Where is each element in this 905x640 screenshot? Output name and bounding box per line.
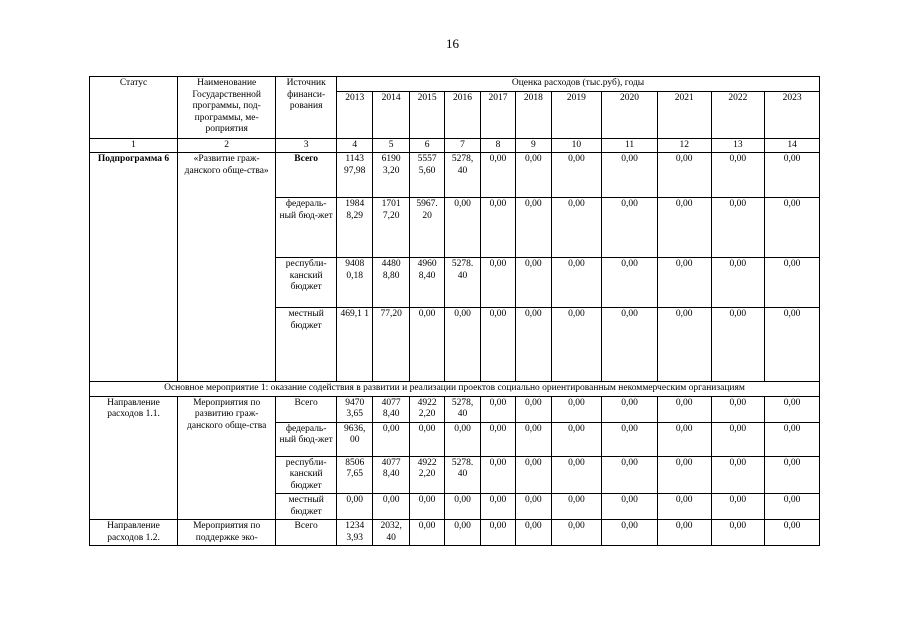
value-cell: 0,00 [480, 422, 515, 456]
column-index: 1 [90, 138, 178, 153]
value-cell: 1984 8,29 [337, 198, 373, 258]
value-cell: 0,00 [657, 308, 711, 382]
value-cell: 0,00 [516, 258, 551, 308]
header-status: Статус [90, 77, 178, 139]
year-2021: 2021 [657, 91, 711, 138]
funding-source: республи-канский бюджет [276, 258, 337, 308]
header-source: Источник финанси-рования [276, 77, 337, 139]
value-cell: 0,00 [602, 520, 658, 546]
value-cell: 0,00 [551, 258, 602, 308]
funding-source: Всего [276, 153, 337, 198]
value-cell: 4922 2,20 [409, 396, 444, 422]
value-cell: 4077 8,40 [373, 396, 409, 422]
value-cell: 0,00 [373, 494, 409, 520]
value-cell: 0,00 [657, 422, 711, 456]
value-cell: 0,00 [711, 153, 765, 198]
value-cell: 5278, 40 [445, 153, 480, 198]
value-cell: 0,00 [337, 494, 373, 520]
value-cell: 9636, 00 [337, 422, 373, 456]
value-cell: 4480 8,80 [373, 258, 409, 308]
value-cell: 0,00 [551, 422, 602, 456]
value-cell: 0,00 [657, 396, 711, 422]
row-name: Мероприятия по развитию граж-данского обще-ства [178, 396, 276, 520]
funding-source: местный бюджет [276, 494, 337, 520]
funding-source: республи-канский бюджет [276, 456, 337, 494]
year-2022: 2022 [711, 91, 765, 138]
value-cell: 5278. 40 [445, 456, 480, 494]
funding-source: Всего [276, 520, 337, 546]
row-name: Мероприятия по поддержке эко- [178, 520, 276, 546]
value-cell: 0,00 [657, 198, 711, 258]
value-cell: 0,00 [551, 494, 602, 520]
value-cell: 0,00 [711, 308, 765, 382]
value-cell: 0,00 [602, 308, 658, 382]
value-cell: 0,00 [765, 308, 820, 382]
value-cell: 0,00 [480, 494, 515, 520]
column-index: 12 [657, 138, 711, 153]
table-row [90, 396, 820, 422]
column-index: 9 [516, 138, 551, 153]
value-cell: 0,00 [516, 153, 551, 198]
value-cell: 0,00 [551, 456, 602, 494]
value-cell: 0,00 [551, 198, 602, 258]
value-cell: 0,00 [409, 422, 444, 456]
value-cell: 0,00 [516, 520, 551, 546]
value-cell: 0,00 [409, 494, 444, 520]
value-cell: 0,00 [480, 198, 515, 258]
value-cell: 0,00 [445, 422, 480, 456]
value-cell: 0,00 [765, 520, 820, 546]
value-cell: 0,00 [516, 198, 551, 258]
column-index: 13 [711, 138, 765, 153]
table-row [90, 520, 820, 546]
value-cell: 0,00 [445, 520, 480, 546]
value-cell: 8506 7,65 [337, 456, 373, 494]
value-cell: 1701 7,20 [373, 198, 409, 258]
value-cell: 0,00 [711, 494, 765, 520]
value-cell: 0,00 [516, 422, 551, 456]
year-2016: 2016 [445, 91, 480, 138]
value-cell: 469,1 1 [337, 308, 373, 382]
value-cell: 0,00 [765, 258, 820, 308]
value-cell: 0,00 [657, 520, 711, 546]
value-cell: 0,00 [602, 456, 658, 494]
column-index: 3 [276, 138, 337, 153]
funding-source: местный бюджет [276, 308, 337, 382]
value-cell: 1143 97,98 [337, 153, 373, 198]
value-cell: 4077 8,40 [373, 456, 409, 494]
value-cell: 0,00 [516, 456, 551, 494]
value-cell: 0,00 [602, 422, 658, 456]
column-index: 5 [373, 138, 409, 153]
value-cell: 0,00 [602, 198, 658, 258]
value-cell: 2032, 40 [373, 520, 409, 546]
row-name: «Развитие граж-данского обще-ства» [178, 153, 276, 382]
column-index: 8 [480, 138, 515, 153]
value-cell: 0,00 [480, 396, 515, 422]
value-cell: 0,00 [409, 308, 444, 382]
column-index: 6 [409, 138, 444, 153]
year-2014: 2014 [373, 91, 409, 138]
value-cell: 0,00 [765, 153, 820, 198]
value-cell: 0,00 [602, 494, 658, 520]
header-estimate: Оценка расходов (тыс.руб), годы [337, 77, 820, 92]
value-cell: 4960 8,40 [409, 258, 444, 308]
column-index: 7 [445, 138, 480, 153]
value-cell: 5967. 20 [409, 198, 444, 258]
year-2017: 2017 [480, 91, 515, 138]
column-index: 14 [765, 138, 820, 153]
value-cell: 0,00 [657, 456, 711, 494]
value-cell: 6190 3,20 [373, 153, 409, 198]
year-2023: 2023 [765, 91, 820, 138]
value-cell: 5278, 40 [445, 396, 480, 422]
value-cell: 77,20 [373, 308, 409, 382]
funding-source: федераль-ный бюд-жет [276, 198, 337, 258]
year-2020: 2020 [602, 91, 658, 138]
value-cell: 0,00 [445, 308, 480, 382]
main-event-row [90, 382, 820, 397]
value-cell: 0,00 [657, 153, 711, 198]
year-2019: 2019 [551, 91, 602, 138]
year-2015: 2015 [409, 91, 444, 138]
value-cell: 4922 2,20 [409, 456, 444, 494]
value-cell: 0,00 [445, 198, 480, 258]
value-cell: 0,00 [602, 258, 658, 308]
value-cell: 0,00 [765, 422, 820, 456]
value-cell: 0,00 [711, 396, 765, 422]
header-name: Наименование Государственной программы, под-программы, ме-роприятия [178, 77, 276, 139]
year-2013: 2013 [337, 91, 373, 138]
value-cell: 0,00 [480, 258, 515, 308]
value-cell: 1234 3,93 [337, 520, 373, 546]
column-index: 4 [337, 138, 373, 153]
value-cell: 9470 3,65 [337, 396, 373, 422]
column-index: 10 [551, 138, 602, 153]
value-cell: 0,00 [711, 422, 765, 456]
value-cell: 0,00 [516, 494, 551, 520]
row-status: Подпрограмма 6 [90, 153, 178, 382]
value-cell: 5278. 40 [445, 258, 480, 308]
index-row [90, 138, 820, 153]
value-cell: 0,00 [711, 198, 765, 258]
budget-table [89, 76, 820, 546]
page-number: 16 [446, 36, 459, 51]
value-cell: 0,00 [711, 456, 765, 494]
value-cell: 0,00 [765, 494, 820, 520]
value-cell: 0,00 [602, 153, 658, 198]
column-index: 11 [602, 138, 658, 153]
value-cell: 0,00 [765, 198, 820, 258]
value-cell: 0,00 [480, 153, 515, 198]
value-cell: 0,00 [711, 258, 765, 308]
value-cell: 0,00 [551, 153, 602, 198]
value-cell: 0,00 [516, 396, 551, 422]
year-2018: 2018 [516, 91, 551, 138]
row-status: Направление расходов 1.2. [90, 520, 178, 546]
value-cell: 0,00 [551, 520, 602, 546]
value-cell: 0,00 [445, 494, 480, 520]
value-cell: 9408 0,18 [337, 258, 373, 308]
value-cell: 0,00 [373, 422, 409, 456]
value-cell: 0,00 [480, 520, 515, 546]
value-cell: 0,00 [409, 520, 444, 546]
value-cell: 0,00 [480, 308, 515, 382]
value-cell: 0,00 [480, 456, 515, 494]
main-event-label: Основное мероприятие 1: оказание содействия в развитии и реализации проектов социально ориентированным некоммерческим организациям [90, 382, 820, 397]
funding-source: федераль-ный бюд-жет [276, 422, 337, 456]
row-status: Направление расходов 1.1. [90, 396, 178, 520]
value-cell: 0,00 [551, 308, 602, 382]
value-cell: 0,00 [765, 396, 820, 422]
value-cell: 0,00 [602, 396, 658, 422]
header-row [90, 77, 820, 92]
table-row [90, 153, 820, 198]
column-index: 2 [178, 138, 276, 153]
value-cell: 0,00 [657, 258, 711, 308]
value-cell: 0,00 [711, 520, 765, 546]
value-cell: 5557 5,60 [409, 153, 444, 198]
value-cell: 0,00 [551, 396, 602, 422]
value-cell: 0,00 [516, 308, 551, 382]
value-cell: 0,00 [657, 494, 711, 520]
value-cell: 0,00 [765, 456, 820, 494]
funding-source: Всего [276, 396, 337, 422]
